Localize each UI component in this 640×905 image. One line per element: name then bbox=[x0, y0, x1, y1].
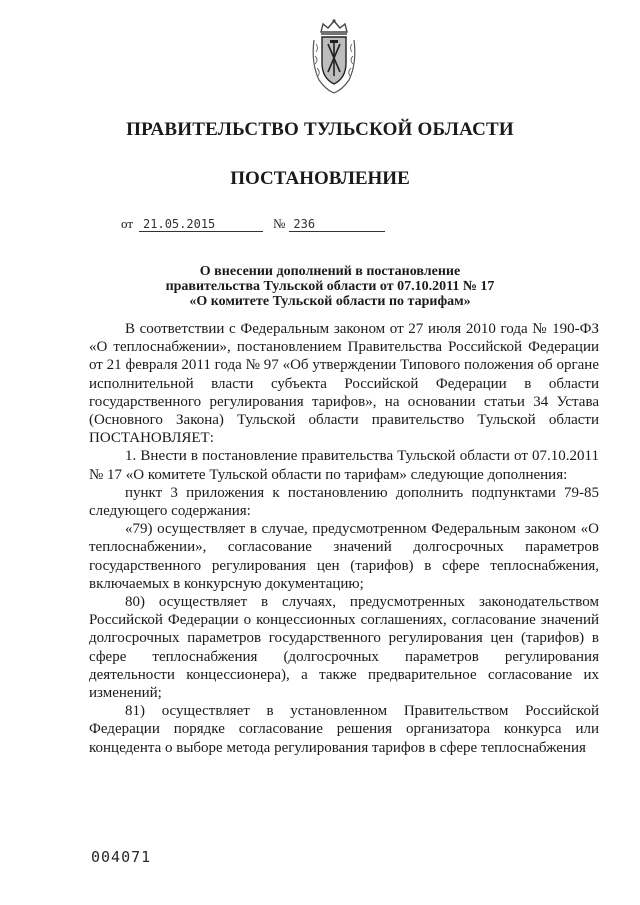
document-type: ПОСТАНОВЛЕНИЕ bbox=[230, 168, 410, 189]
date-number-line bbox=[121, 216, 385, 232]
body-paragraph: 80) осуществляет в случаях, предусмотренных законодательством Российской Федерации о концессионных соглашениях, согласование значений долгосрочных параметров государственного регулирования цен (тарифов) в сфере теплоснабжения (долгосрочных параметров регулирования деятельности концессионера), а также предварительное согласование их изменений; bbox=[89, 594, 599, 702]
body-paragraph: пункт 3 приложения к постановлению дополнить подпунктами 79-85 следующего содержания: bbox=[89, 484, 599, 520]
body-paragraph: 1. Внести в постановление правительства Тульской области от 07.10.2011 № 17 «О комитете Тульской области по тарифам» следующие дополнения: bbox=[89, 448, 599, 483]
subject-line: «О комитете Тульской области по тарифам» bbox=[189, 294, 471, 309]
document-date: 21.05.2015 bbox=[139, 217, 263, 232]
document-number: 236 bbox=[289, 217, 385, 232]
document-subject bbox=[100, 264, 560, 309]
date-prefix: от bbox=[121, 216, 134, 231]
number-prefix: № bbox=[273, 216, 286, 231]
document-body bbox=[89, 320, 599, 757]
body-paragraph: «79) осуществляет в случае, предусмотренном Федеральным законом «О теплоснабжении», согласование значений долгосрочных параметров государственного регулирования цен (тарифов) в сфере теплоснабжения, включаемых в конкурсную документацию; bbox=[89, 521, 599, 592]
organization-title: ПРАВИТЕЛЬСТВО ТУЛЬСКОЙ ОБЛАСТИ bbox=[126, 119, 514, 140]
tula-coat-of-arms-icon bbox=[309, 18, 359, 96]
body-paragraph: В соответствии с Федеральным законом от 27 июля 2010 года № 190-ФЗ «О теплоснабжении», постановлением Правительства Российской Федерации от 21 февраля 2011 года № 97 «Об утверждении Типового положения об органе исполнительной власти субъекта Российской Федерации в области государственного регулирования тарифов», на основании статьи 34 Устава (Основного Закона) Тульской области правительство Тульской области ПОСТАНОВЛЯЕТ: bbox=[89, 321, 599, 447]
subject-line: О внесении дополнений в постановление bbox=[199, 264, 461, 279]
sheet-number: 004071 bbox=[91, 848, 152, 866]
subject-line: правительства Тульской области от 07.10.2011 № 17 bbox=[165, 279, 495, 294]
body-paragraph: 81) осуществляет в установленном Правительством Российской Федерации порядке согласование решения организатора конкурса или концедента о выборе метода регулирования тарифов в сфере теплоснабжения bbox=[89, 703, 599, 756]
